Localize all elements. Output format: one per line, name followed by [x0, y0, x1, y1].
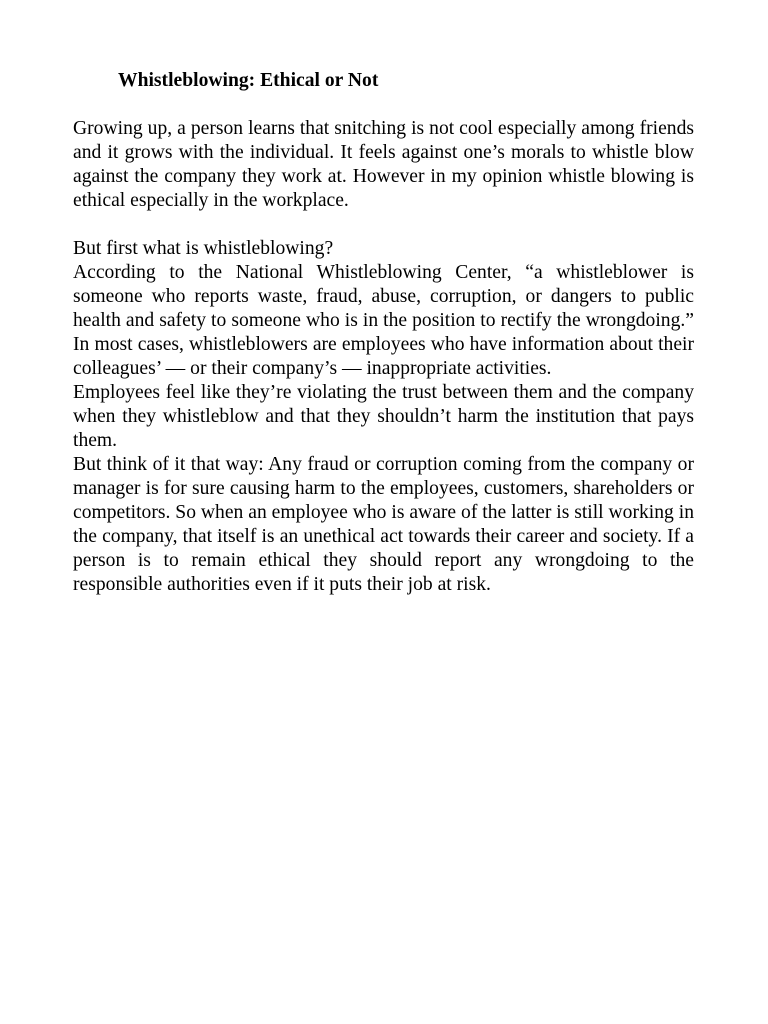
- document-body: [73, 117, 694, 597]
- argument-paragraph: But think of it that way: Any fraud or corruption coming from the company or manager is for sure causing harm to the employees, customers, shareholders or competitors. So when an employee who is aware of the latter is still working in the company, that itself is an unethical act towards their career and society. If a person is to remain ethical they should report any wrongdoing to the responsible authorities even if it puts their job at risk.: [73, 454, 694, 595]
- definition-paragraph: According to the National Whistleblowing Center, “a whistleblower is someone who reports waste, fraud, abuse, corruption, or dangers to public health and safety to someone who is in the position to rectify the wrongdoing.” In most cases, whistleblowers are employees who have information about their colleagues’ — or their company’s — inappropriate activities.: [73, 262, 694, 379]
- paragraph-spacer: [73, 213, 694, 237]
- intro-paragraph: Growing up, a person learns that snitching is not cool especially among friends and it grows with the individual. It feels against one’s morals to whistle blow against the company they work at. However in my opinion whistle blowing is ethical especially in the workplace.: [73, 118, 694, 211]
- question-paragraph: But first what is whistleblowing?: [73, 238, 334, 259]
- document-title: Whistleblowing: Ethical or Not: [118, 70, 379, 91]
- employee-feelings-paragraph: Employees feel like they’re violating the trust between them and the company when they whistleblow and that they shouldn’t harm the institution that pays them.: [73, 382, 694, 451]
